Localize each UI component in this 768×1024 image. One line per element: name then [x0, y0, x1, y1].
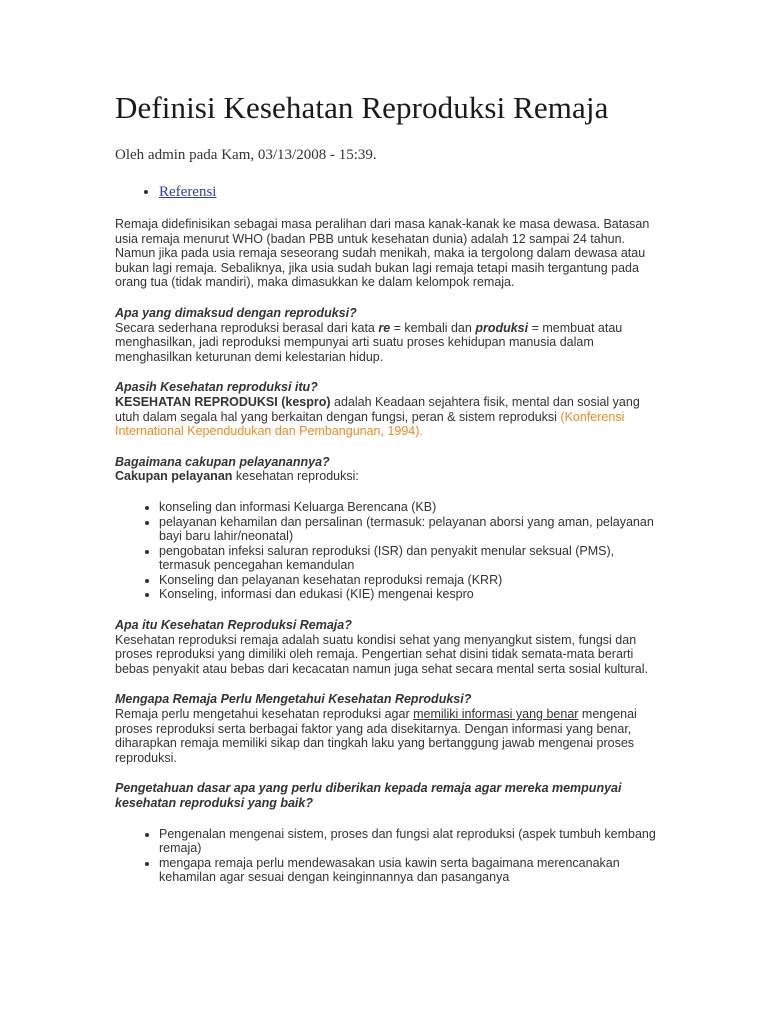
heading-reproduksi: Apa yang dimaksud dengan reproduksi? — [115, 305, 357, 320]
list-item: • mengapa remaja perlu mendewasakan usia kawin serta bagaimana merencanakan kehamilan agar sesuai dengan keinginnannya dan pasanganya — [159, 856, 658, 885]
list-item: • Konseling dan pelayanan kesehatan reproduksi remaja (KRR) — [159, 573, 658, 588]
underlined-phrase: memiliki informasi yang benar — [413, 707, 579, 722]
intro-paragraph: Remaja didefinisikan sebagai masa peralihan dari masa kanak-kanak ke masa dewasa. Batasan usia remaja menurut WHO (badan PBB untuk kesehatan dunia) adalah 12 sampai 24 tahun. Namun jika pada usia remaja seseorang sudah menikah, maka ia tergolong dalam dewasa atau bukan lagi remaja. Sebaliknya, jika usia sudah bukan lagi remaja tetapi masih tergantung pada orang tua (tidak mandiri), maka dimasukkan ke dalam kelompok remaja. — [115, 217, 650, 290]
reference-item — [159, 184, 658, 201]
heading-pengetahuan: Pengetahuan dasar apa yang perlu diberikan kepada remaja agar mereka mempunyai kesehatan reproduksi yang baik? — [115, 781, 622, 810]
paragraph-reproduksi: Secara sederhana reproduksi berasal dari kata re = kembali dan produksi = membuat atau menghasilkan, jadi reproduksi mempunyai arti suatu proses kehidupan manusia dalam menghasilkan keturunan demi kelestarian hidup. — [115, 320, 623, 364]
page-title: Definisi Kesehatan Reproduksi Remaja — [115, 90, 609, 125]
reference-list — [115, 184, 658, 201]
cakupan-list — [115, 500, 658, 602]
list-item: • Konseling, informasi dan edukasi (KIE) mengenai kespro — [159, 587, 658, 602]
list-item: • Pengenalan mengenai sistem, proses dan fungsi alat reproduksi (aspek tumbuh kembang remaja) — [159, 827, 658, 856]
list-item: • konseling dan informasi Keluarga Berencana (KB) — [159, 500, 658, 515]
post-meta: Oleh admin pada Kam, 03/13/2008 - 15:39. — [115, 147, 377, 163]
paragraph-krr: Kesehatan reproduksi remaja adalah suatu kondisi sehat yang menyangkut sistem, fungsi dan proses reproduksi yang dimiliki oleh remaja. Pengertian sehat disini tidak semata-mata berarti bebas penyakit atau bebas dari kecacatan namun juga sehat secara mental serta sosial kultural. — [115, 632, 648, 676]
heading-cakupan: Bagaimana cakupan pelayanannya? — [115, 454, 330, 469]
list-item: • pelayanan kehamilan dan persalinan (termasuk: pelayanan aborsi yang aman, pelayanan bayi baru lahir/neonatal) — [159, 515, 658, 544]
term-produksi: produksi — [475, 320, 529, 335]
pengetahuan-list — [115, 827, 658, 885]
paragraph-mengapa: Remaja perlu mengetahui kesehatan reproduksi agar memiliki informasi yang benar mengenai proses reproduksi serta berbagai faktor yang ada disekitarnya. Dengan informasi yang benar, diharapkan remaja memiliki sikap dan tingkah laku yang bertanggung jawab mengenai proses reproduksi. — [115, 707, 637, 765]
reference-link[interactable]: Referensi — [159, 184, 217, 200]
paragraph-cakupan: Cakupan pelayanan kesehatan reproduksi: — [115, 469, 359, 484]
paragraph-kespro: KESEHATAN REPRODUKSI (kespro) adalah Keadaan sejahtera fisik, mental dan sosial yang utuh dalam segala hal yang berkaitan dengan fungsi, peran & sistem reproduksi (Konferensi International Kependudukan dan Pembangunan, 1994). — [115, 394, 640, 439]
heading-krr: Apa itu Kesehatan Reproduksi Remaja? — [115, 618, 352, 633]
kespro-term: KESEHATAN REPRODUKSI (kespro) — [115, 394, 331, 409]
term-re: re — [378, 320, 391, 335]
heading-kespro: Apasih Kesehatan reproduksi itu? — [115, 380, 318, 395]
cakupan-term: Cakupan pelayanan — [115, 469, 233, 484]
kespro-source: (Konferensi International Kependudukan dan Pembangunan, 1994). — [115, 409, 625, 439]
list-item: • pengobatan infeksi saluran reproduksi (ISR) dan penyakit menular seksual (PMS), termasuk pencegahan kemandulan — [159, 544, 658, 573]
heading-mengapa: Mengapa Remaja Perlu Mengetahui Kesehatan Reproduksi? — [115, 692, 472, 707]
